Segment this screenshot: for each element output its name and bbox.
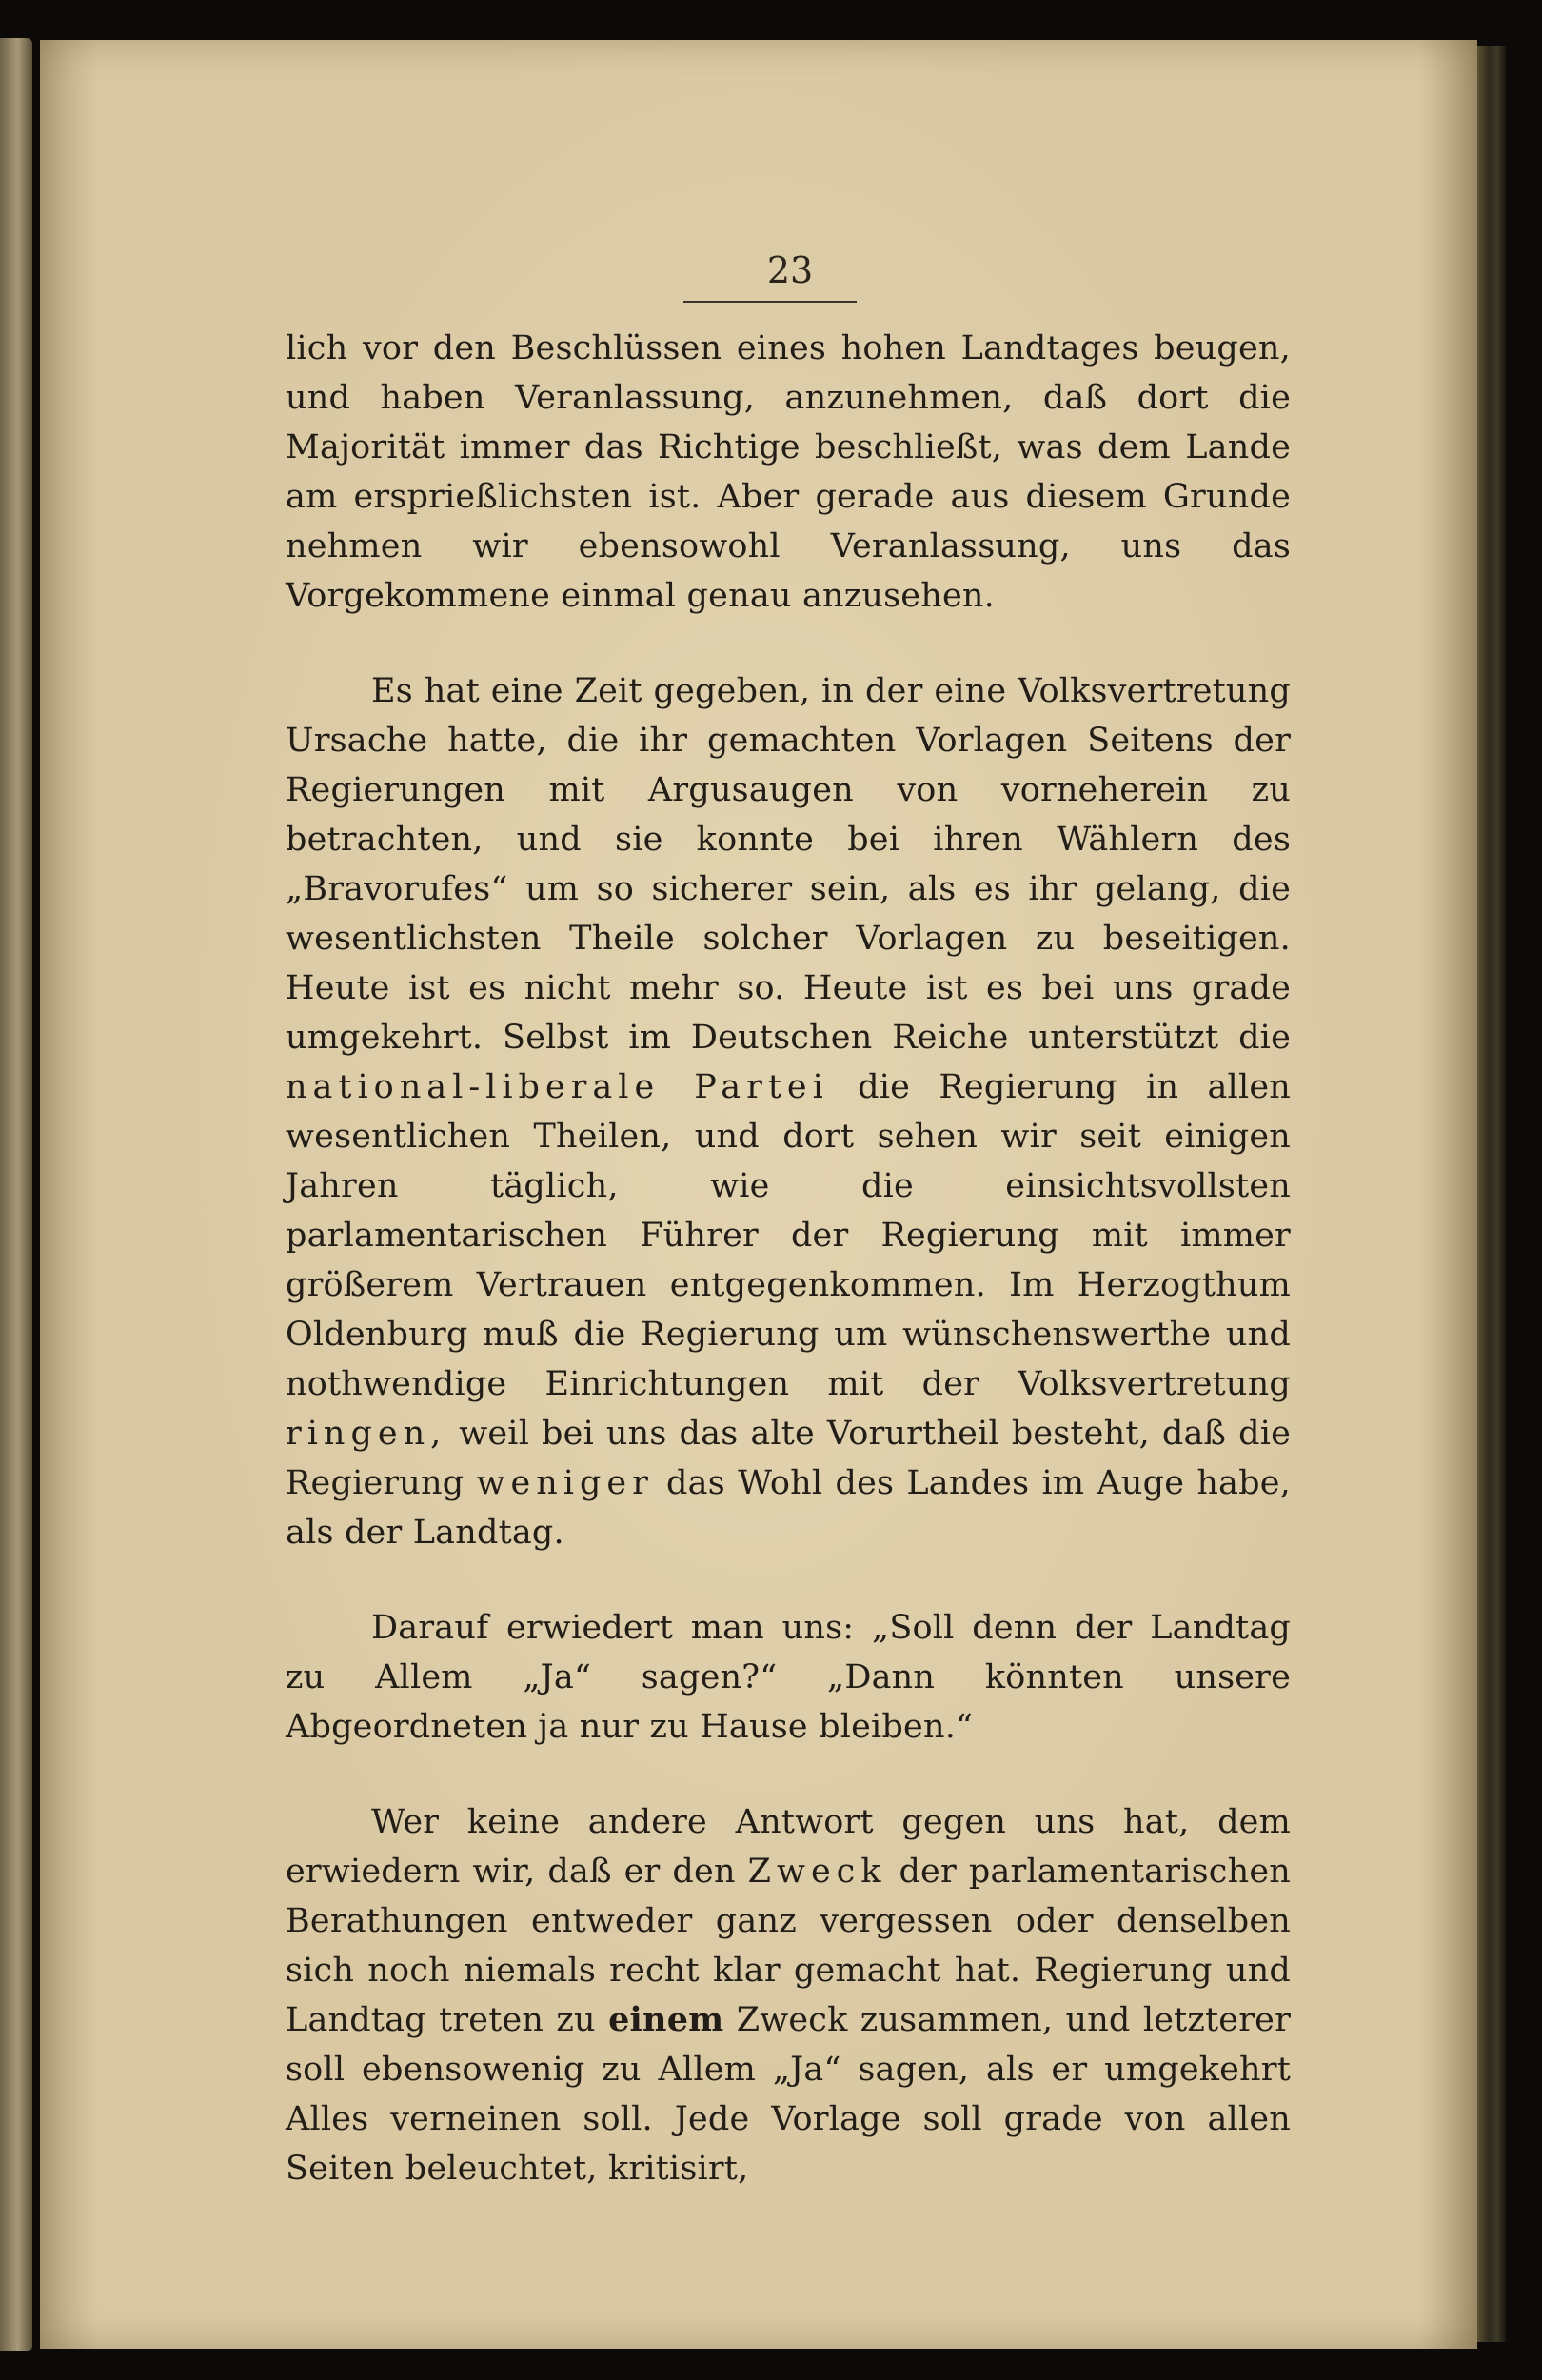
paragraph-1 — [286, 324, 1291, 621]
paragraph-text: Es hat eine Zeit gegeben, in der eine Volksvertretung Ursache hatte, die ihr gemachten Vorlagen Seitens der Regierungen mit Argusaugen von vorneherein zu betrachten, und sie konnte bei ihren Wählern des „Bravorufes“ um so sicherer sein, als es ihr gelang, die wesentlichsten Theile solcher Vorlagen zu beseitigen. Heute ist es nicht mehr so. Heute ist es bei uns grade umgekehrt. Selbst im Deutschen Reiche unterstützt die — [286, 672, 1291, 1057]
spaced-emphasis: Zweck — [747, 1853, 887, 1891]
paragraph-text: Darauf erwiedert man uns: „Soll denn der Landtag zu Allem „Ja“ sagen?“ „Dann könnten unsere Abgeordneten ja nur zu Hause bleiben.“ — [286, 1609, 1291, 1746]
spaced-emphasis: national-liberale Partei — [286, 1068, 829, 1106]
header-rule — [683, 301, 857, 303]
paragraph-text: das Wohl des Landes im Auge habe, als der Landtag. — [286, 1464, 1291, 1552]
facing-page-edge — [0, 38, 32, 2351]
bold-emphasis: einem — [608, 2000, 724, 2039]
spaced-emphasis: ringen, — [286, 1415, 447, 1453]
book-spine — [1477, 46, 1506, 2342]
paragraph-text: der parlamentarischen Berathungen entweder ganz vergessen oder denselben sich noch niemals recht klar gemacht hat. Regierung und Landtag treten zu — [286, 1853, 1291, 2039]
paragraph-3 — [286, 1603, 1291, 1752]
paragraph-text: weil bei uns das alte Vorurtheil besteht, daß die Regierung — [286, 1415, 1292, 1502]
spaced-emphasis: weniger — [476, 1464, 654, 1502]
paragraph-text: Wer keine andere Antwort gegen uns hat, dem erwiedern wir, daß er den — [286, 1803, 1291, 1891]
page-number: 23 — [766, 249, 814, 291]
paragraph-text: die Regierung in allen wesentlichen Theilen, und dort sehen wir seit einigen Jahren täglich, wie die einsichtsvollsten parlamentarischen Führer der Regierung mit immer größerem Vertrauen entgegenkommen. Im Herzogthum Oldenburg muß die Regierung um wünschenswerthe und nothwendige Einrichtungen mit der Volksvertretung — [286, 1068, 1291, 1403]
body-text — [286, 324, 1291, 2193]
paragraph-text: lich vor den Beschlüssen eines hohen Landtages beugen, und haben Veranlassung, anzunehmen, daß dort die Majorität immer das Richtige beschließt, was dem Lande am ersprießlichsten ist. Aber gerade aus diesem Grunde nehmen wir ebensowohl Veranlassung, uns das Vorgekommene einmal genau anzusehen. — [286, 329, 1291, 615]
paragraph-text: Zweck zusammen, und letzterer soll ebensowenig zu Allem „Ja“ sagen, als er umgekehrt Alles verneinen soll. Jede Vorlage soll grade von allen Seiten beleuchtet, kritisirt, — [286, 2001, 1291, 2188]
paragraph-4 — [286, 1797, 1291, 2193]
paragraph-2 — [286, 666, 1291, 1557]
